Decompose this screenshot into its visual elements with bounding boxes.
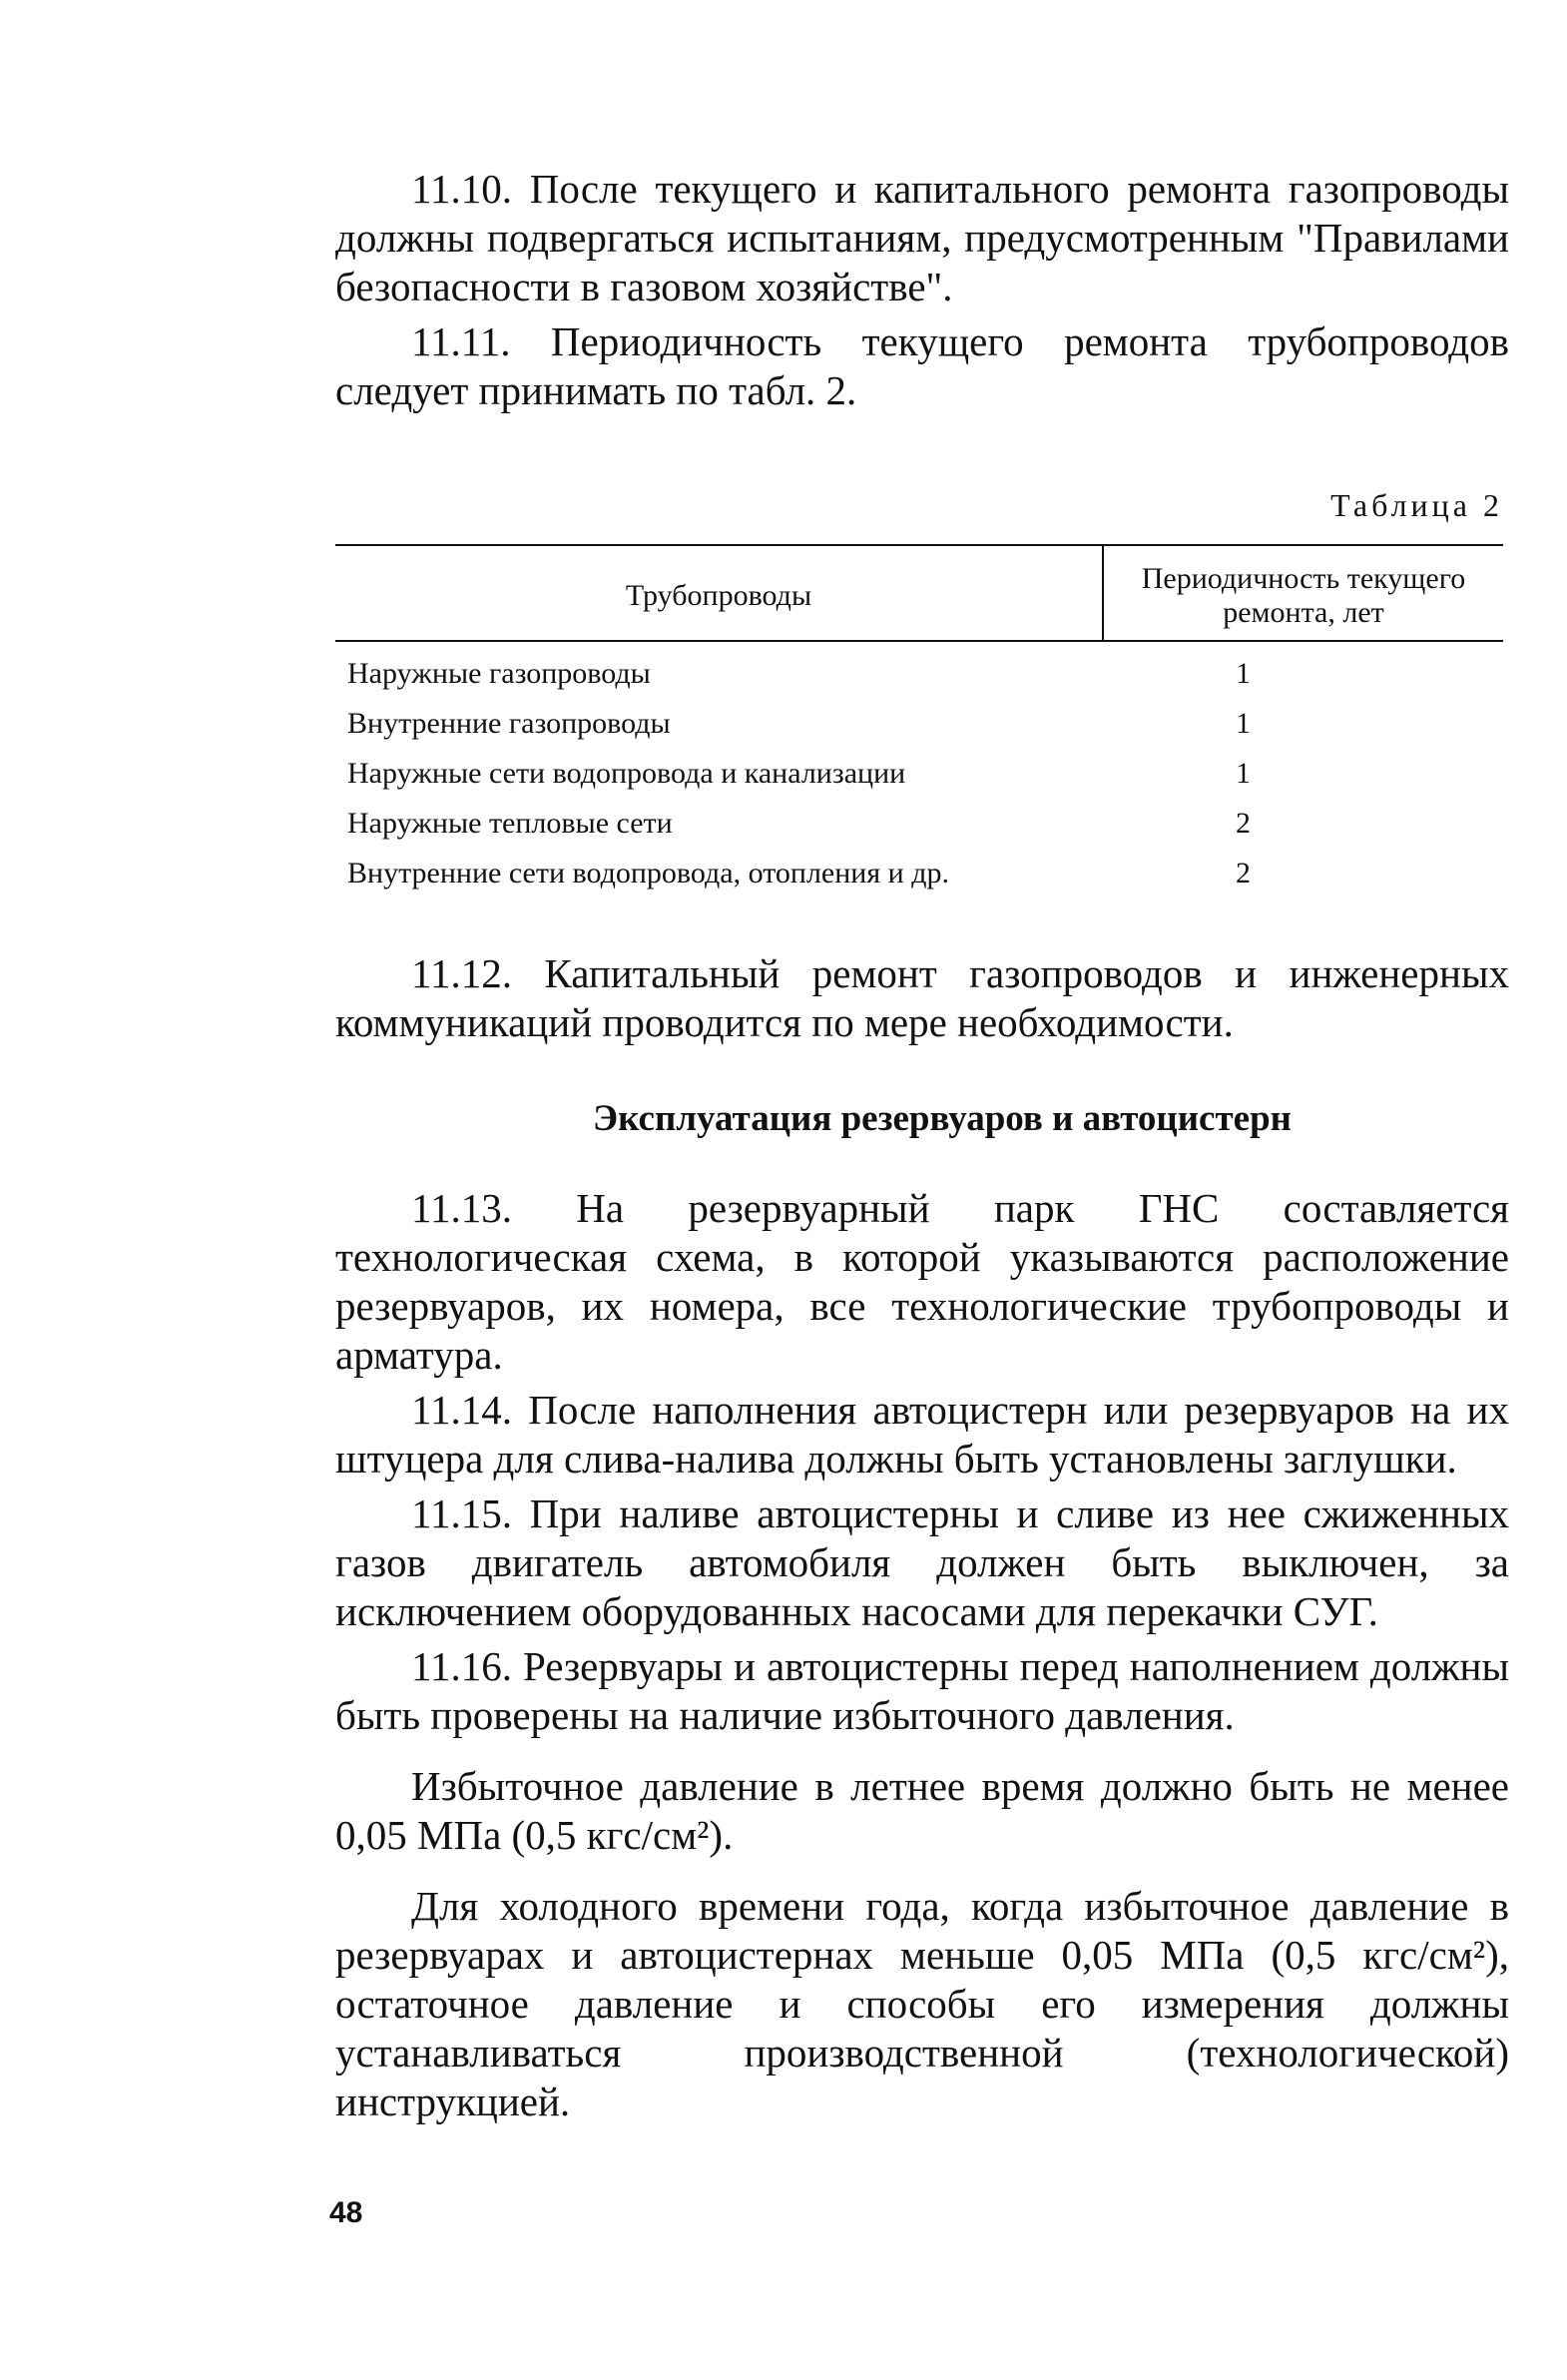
paragraph-11-10: 11.10. После текущего и капитального ремонта газопроводы должны подвергаться испытаниям, предусмотренным "Правилами безопасности в газовом хозяйстве". [335, 166, 1509, 309]
paragraph-11-16: 11.16. Резервуары и автоцистерны перед наполнением должны быть проверены на наличие избыточного давления. [335, 1643, 1509, 1738]
table-cell-name: Наружные сети водопровода и канализации [347, 757, 906, 790]
table-cell-value: 1 [1236, 757, 1251, 790]
table-row [335, 700, 1503, 750]
table-header-row [335, 545, 1503, 641]
paragraph-summer-pressure: Избыточное давление в летнее время должно быть не менее 0,05 МПа (0,5 кгс/см²). [335, 1763, 1509, 1858]
table-cell-name: Наружные газопроводы [347, 657, 651, 690]
table-cell-value: 1 [1236, 657, 1251, 690]
table-header-periodicity: Периодичность текущего ремонта, лет [1103, 545, 1503, 641]
table-row [335, 750, 1503, 800]
paragraph-11-14: 11.14. После наполнения автоцистерн или резервуаров на их штуцера для слива-налива должны быть установлены заглушки. [335, 1387, 1509, 1482]
table-cell-name: Внутренние сети водопровода, отопления и др. [347, 857, 949, 890]
table-cell-value: 2 [1236, 857, 1251, 890]
table-row [335, 850, 1503, 899]
table-caption: Таблица 2 [1330, 487, 1503, 523]
table-cell-name: Внутренние газопроводы [347, 707, 671, 740]
paragraph-11-11: 11.11. Периодичность текущего ремонта трубопроводов следует принимать по табл. 2. [335, 318, 1509, 413]
table-row [335, 641, 1503, 700]
table-cell-name: Наружные тепловые сети [347, 807, 673, 840]
table-header-pipelines: Трубопроводы [335, 545, 1103, 641]
document-page [335, 165, 1509, 2126]
table-cell-value: 1 [1236, 707, 1251, 740]
table-cell-value: 2 [1236, 807, 1251, 840]
paragraph-11-12: 11.12. Капитальный ремонт газопроводов и инженерных коммуникаций проводится по мере необходимости. [335, 950, 1509, 1045]
section-title: Эксплуатация резервуаров и автоцистерн [593, 1098, 1292, 1139]
table-row [335, 800, 1503, 850]
repair-periodicity-table [335, 544, 1503, 899]
paragraph-11-15: 11.15. При наливе автоцистерны и сливе из нее сжиженных газов двигатель автомобиля должен быть выключен, за исключением оборудованных насосами для перекачки СУГ. [335, 1490, 1509, 1634]
page-number: 48 [329, 2196, 363, 2229]
paragraph-11-13: 11.13. На резервуарный парк ГНС составляется технологическая схема, в которой указываются расположение резервуаров, их номера, все технологические трубопроводы и арматура. [335, 1185, 1509, 1378]
paragraph-winter-pressure: Для холодного времени года, когда избыточное давление в резервуарах и автоцистернах меньше 0,05 МПа (0,5 кгс/см²), остаточное давление и способы его измерения должны устанавливаться производственной (технологической) инструкцией. [335, 1883, 1509, 2124]
